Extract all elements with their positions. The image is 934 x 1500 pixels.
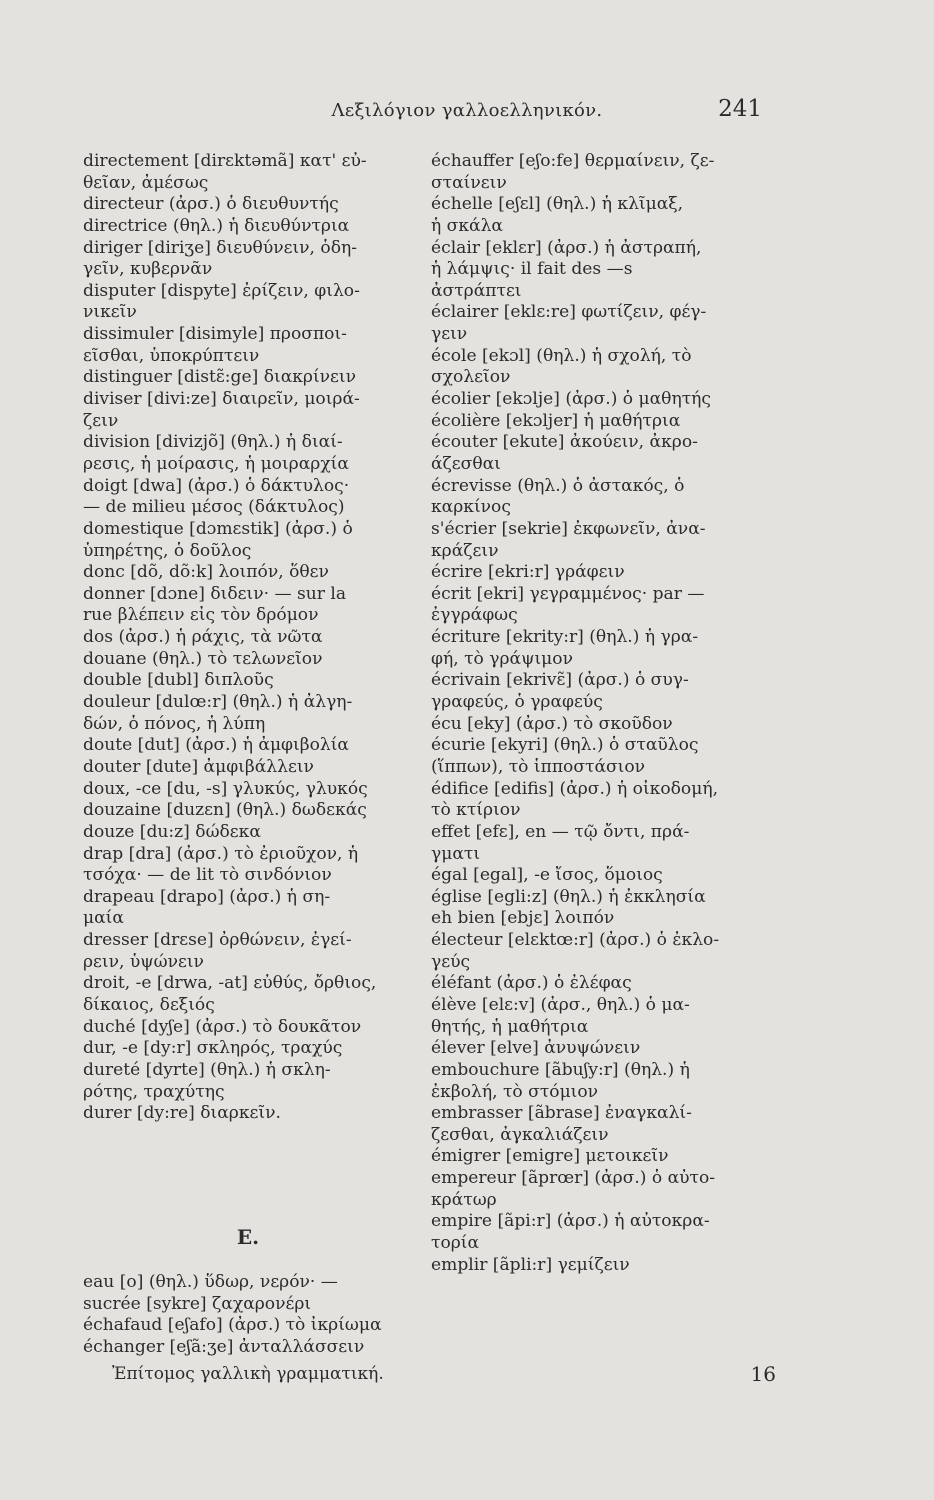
dictionary-line: dresser [drɛse] ὀρθώνειν, ἐγεί-	[83, 930, 352, 951]
dictionary-line: τὸ κτίριον	[431, 800, 521, 821]
dictionary-line: δίκαιος, δεξιός	[83, 994, 215, 1015]
dictionary-line: καρκίνος	[431, 497, 511, 518]
dictionary-line: émigrer [emigre] μετοικεῖν	[431, 1146, 669, 1167]
dictionary-line: doigt [dwa] (ἀρσ.) ὁ δάκτυλος·	[83, 475, 350, 496]
dictionary-line: ζεσθαι, ἀγκαλιάζειν	[431, 1124, 609, 1145]
dictionary-line: distinguer [distɛ̃:ge] διακρίνειν	[83, 367, 357, 388]
dictionary-line: θεῖαν, ἀμέσως	[83, 172, 209, 193]
dictionary-line: s'écrier [sekrie] ἐκφωνεῖν, ἀνα-	[431, 518, 706, 539]
dictionary-line: ζειν	[83, 410, 119, 431]
dictionary-line: eau [o] (θηλ.) ὕδωρ, νερόν· —	[83, 1272, 338, 1292]
dictionary-line: directrice (θηλ.) ἡ διευθύντρια	[83, 215, 350, 236]
dictionary-line: doux, -ce [du, -s] γλυκύς, γλυκός	[83, 778, 368, 799]
dictionary-line: σταίνειν	[431, 172, 507, 193]
dictionary-line: κράτωρ	[431, 1189, 497, 1210]
dictionary-line: douane (θηλ.) τὸ τελωνεῖον	[83, 648, 323, 669]
dictionary-line: (ἵππων), τὸ ἱπποστάσιον	[431, 756, 646, 777]
dictionary-line: ἡ λάμψις· il fait des —s	[431, 259, 633, 280]
dictionary-line: ἀστράπτει	[431, 280, 522, 301]
dictionary-line: écurie [ekyri] (θηλ.) ὁ σταῦλος	[431, 735, 699, 756]
dictionary-line: écriture [ekrity:r] (θηλ.) ἡ γρα-	[431, 627, 699, 648]
dictionary-line: duché [dyʃe] (ἀρσ.) τὸ δουκᾶτον	[83, 1016, 362, 1037]
dictionary-line: dureté [dyrte] (θηλ.) ἡ σκλη-	[83, 1059, 331, 1080]
dictionary-line: empereur [ãprœr] (ἀρσ.) ὁ αὐτο-	[431, 1168, 716, 1189]
dictionary-line: domestique [dɔmɛstik] (ἀρσ.) ὁ	[83, 518, 353, 539]
dictionary-line: doute [dut] (ἀρσ.) ἡ ἀμφιβολία	[83, 735, 349, 756]
dictionary-line: eh bien [ebjɛ] λοιπόν	[431, 908, 615, 929]
dictionary-line: église [egli:z] (θηλ.) ἡ ἐκκλησία	[431, 886, 706, 907]
dictionary-line: εῖσθαι, ὑποκρύπτειν	[83, 345, 260, 366]
dictionary-line: sucrée [sykre] ζαχαρονέρι	[83, 1293, 312, 1314]
dictionary-line: échelle [eʃɛl] (θηλ.) ἡ κλῖμαξ,	[431, 194, 684, 215]
dictionary-line: écrit [ekri] γεγραμμένος· par —	[431, 583, 705, 604]
dictionary-line: γεύς	[431, 951, 471, 972]
dictionary-line: μαία	[83, 908, 124, 929]
dictionary-line: emplir [ãpli:r] γεμίζειν	[431, 1254, 630, 1275]
dictionary-line: dos (ἀρσ.) ἡ ράχις, τὰ νῶτα	[83, 627, 323, 648]
dictionary-line: donner [dɔne] διδειν· — sur la	[83, 583, 347, 604]
page-header	[0, 92, 934, 132]
dictionary-line: directeur (ἀρσ.) ὁ διευθυντής	[83, 194, 339, 215]
dictionary-line: effet [efɛ], en — τῷ ὄντι, πρά-	[431, 821, 690, 842]
dictionary-line: écolière [ekɔljer] ἡ μαθήτρια	[431, 410, 681, 431]
dictionary-line: double [dubl] διπλοῦς	[83, 670, 274, 691]
dictionary-line: édifice [edifis] (ἀρσ.) ἡ οἰκοδομή,	[431, 778, 718, 799]
dictionary-line: γειν	[431, 324, 468, 345]
dictionary-line: directement [dirɛktəmã] κατ' εὐ-	[83, 151, 367, 171]
running-title: Λεξιλόγιον γαλλοελληνικόν.	[331, 100, 603, 121]
dictionary-line: ρεσις, ἡ μοίρασις, ἡ μοιραρχία	[83, 453, 349, 474]
page-number: 241	[718, 96, 762, 122]
dictionary-line: douzaine [duzɛn] (θηλ.) δωδεκάς	[83, 800, 367, 821]
dictionary-line: diriger [diriʒe] διευθύνειν, ὁδη-	[83, 237, 358, 258]
dictionary-line: division [divizjõ] (θηλ.) ἡ διαί-	[83, 432, 343, 453]
dictionary-line: échauffer [eʃo:fe] θερμαίνειν, ζε-	[431, 151, 715, 171]
dictionary-line: dur, -e [dy:r] σκληρός, τραχύς	[83, 1038, 343, 1059]
dictionary-line: ρειν, ὑψώνειν	[83, 951, 204, 972]
dictionary-line: τσόχα· — de lit τὸ σινδόνιον	[83, 865, 332, 886]
dictionary-line: άζεσθαι	[431, 453, 501, 474]
dictionary-line: ὑπηρέτης, ὁ δοῦλος	[83, 540, 252, 561]
dictionary-line: donc [dõ, dõ:k] λοιπόν, ὅθεν	[83, 562, 329, 583]
dictionary-line: γραφεύς, ὁ γραφεύς	[431, 692, 603, 713]
dictionary-line: disputer [dispyte] ἐρίζειν, φιλο-	[83, 280, 360, 301]
dictionary-line: γεῖν, κυβερνᾶν	[83, 259, 213, 280]
dictionary-line: τορία	[431, 1233, 480, 1254]
right-column	[431, 151, 776, 1276]
dictionary-line: σχολεῖον	[431, 367, 511, 388]
dictionary-line: élève [elɛ:v] (ἀρσ., θηλ.) ὁ μα-	[431, 994, 690, 1015]
dictionary-line: éclairer [eklɛ:re] φωτίζειν, φέγ-	[431, 302, 707, 323]
signature-line: Ἐπίτομος γαλλικὴ γραμματική.	[112, 1364, 384, 1384]
left-column-lower	[83, 1272, 413, 1359]
signature-number: 16	[750, 1362, 776, 1386]
dictionary-line: ρότης, τραχύτης	[83, 1081, 225, 1102]
dictionary-line: durer [dy:re] διαρκεῖν.	[83, 1103, 281, 1124]
dictionary-line: éléfant (ἀρσ.) ὁ ἐλέφας	[431, 973, 632, 994]
dictionary-line: écrire [ekri:r] γράφειν	[431, 562, 625, 583]
dictionary-line: δών, ὁ πόνος, ἡ λύπη	[83, 713, 266, 734]
dictionary-line: égal [egal], -e ἴσος, ὅμοιος	[431, 865, 663, 886]
dictionary-line: φή, τὸ γράψιμον	[431, 648, 573, 669]
dictionary-line: droit, -e [drwa, -at] εὐθύς, ὄρθιος,	[83, 973, 377, 994]
dictionary-line: électeur [elɛktœ:r] (ἀρσ.) ὁ ἐκλο-	[431, 930, 720, 951]
dictionary-line: ἐγγράφως	[431, 605, 518, 626]
dictionary-line: école [ekɔl] (θηλ.) ἡ σχολή, τὸ	[431, 345, 692, 366]
dictionary-line: écu [eky] (ἀρσ.) τὸ σκοῦδον	[431, 713, 673, 734]
dictionary-line: drapeau [drapo] (ἀρσ.) ἡ ση-	[83, 886, 331, 907]
dictionary-line: écrevisse (θηλ.) ὁ ἀστακός, ὁ	[431, 475, 685, 496]
dictionary-line: écolier [ekɔlje] (ἀρσ.) ὁ μαθητής	[431, 389, 711, 410]
dictionary-line: douter [dute] ἀμφιβάλλειν	[83, 756, 314, 777]
dictionary-line: diviser [divi:ze] διαιρεῖν, μοιρά-	[83, 389, 360, 410]
dictionary-line: — de milieu μέσος (δάκτυλος)	[83, 497, 345, 518]
dictionary-line: empire [ãpi:r] (ἀρσ.) ἡ αὐτοκρα-	[431, 1211, 710, 1232]
dictionary-line: γματι	[431, 843, 481, 864]
page-footer	[0, 1364, 934, 1394]
section-letter-heading: E.	[236, 1225, 260, 1249]
dictionary-line: écrivain [ekrivɛ̃] (ἀρσ.) ὁ συγ-	[431, 670, 689, 691]
dictionary-line: ἐκβολή, τὸ στόμιον	[431, 1081, 599, 1102]
dictionary-line: dissimuler [disimyle] προσποι-	[83, 324, 347, 345]
dictionary-line: douze [du:z] δώδεκα	[83, 821, 261, 842]
dictionary-line: ἡ σκάλα	[431, 215, 503, 236]
dictionary-line: échanger [eʃã:ʒe] ἀνταλλάσσειν	[83, 1336, 365, 1357]
dictionary-line: élever [elve] ἀνυψώνειν	[431, 1038, 641, 1059]
dictionary-line: embrasser [ãbrase] ἐναγκαλί-	[431, 1103, 692, 1124]
dictionary-line: écouter [ekute] ἀκούειν, ἀκρο-	[431, 432, 698, 453]
dictionary-line: échafaud [eʃafo] (ἀρσ.) τὸ ἰκρίωμα	[83, 1315, 382, 1336]
dictionary-line: drap [dra] (ἀρσ.) τὸ ἐριοῦχον, ἡ	[83, 843, 359, 864]
dictionary-line: θητής, ἡ μαθήτρια	[431, 1016, 589, 1037]
dictionary-line: κράζειν	[431, 540, 499, 561]
dictionary-line: douleur [dulœ:r] (θηλ.) ἡ ἀλγη-	[83, 692, 353, 713]
left-column	[83, 151, 413, 1125]
dictionary-line: νικεῖν	[83, 302, 137, 323]
dictionary-line: éclair [eklɛr] (ἀρσ.) ἡ ἀστραπή,	[431, 237, 702, 258]
dictionary-line: embouchure [ãbuʃy:r] (θηλ.) ἡ	[431, 1059, 690, 1080]
dictionary-line: rue βλέπειν εἰς τὸν δρόμον	[83, 605, 319, 626]
